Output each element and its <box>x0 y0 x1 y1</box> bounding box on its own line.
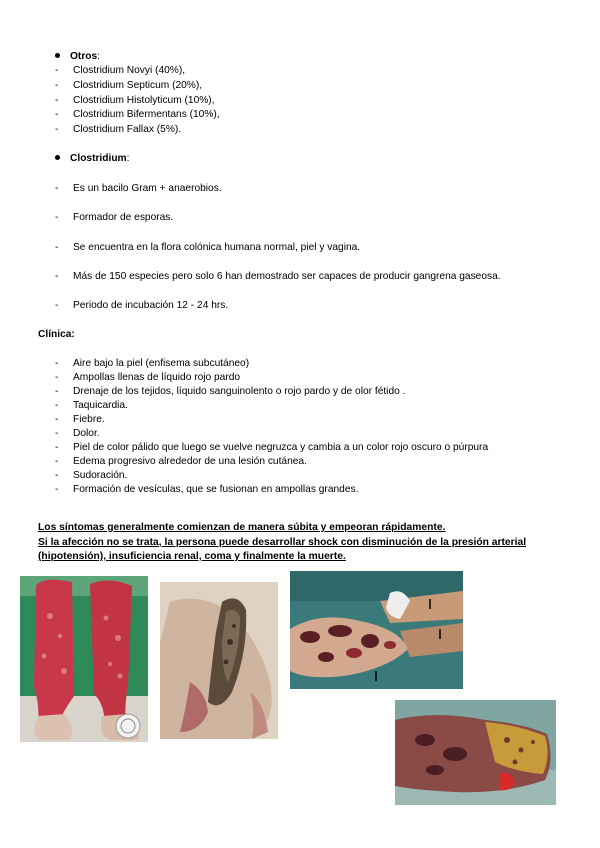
legs-photo <box>20 576 148 742</box>
list-item: - Formación de vesículas, que se fusionan en ampollas grandes. <box>55 483 488 497</box>
bullet-dot-icon <box>55 155 60 160</box>
otros-list <box>55 64 220 138</box>
clostridium-heading: Clostridium: <box>55 153 129 164</box>
warning-text <box>38 521 568 565</box>
list-item: - Fiebre. <box>55 413 488 427</box>
warning-line-1: Los síntomas generalmente comienzan de manera súbita y empeoran rápidamente. <box>38 522 446 533</box>
list-item: - Sudoración. <box>55 469 488 483</box>
list-item: - Formador de esporas. <box>55 211 173 226</box>
list-item: - Se encuentra en la flora colónica humana normal, piel y vagina. <box>55 241 360 256</box>
list-item: - Dolor. <box>55 427 488 441</box>
clinica-heading: Clínica: <box>38 329 75 340</box>
foot-photo <box>395 700 556 805</box>
list-item: - Es un bacilo Gram + anaerobios. <box>55 182 222 197</box>
list-item: - Drenaje de los tejidos, líquido sanguinolento o rojo pardo y de olor fétido . <box>55 385 488 399</box>
list-item: - Ampollas llenas de líquido rojo pardo <box>55 371 488 385</box>
warning-line-2: Si la afección no se trata, la persona puede desarrollar shock con disminución de la presión arterial (hipotensión), insuficiencia renal, coma y finalmente la muerte. <box>38 536 527 562</box>
list-item: - Clostridium Fallax (5%). <box>55 123 220 138</box>
limbs-photo <box>290 571 463 689</box>
list-item: - Piel de color pálido que luego se vuelve negruzca y cambia a un color rojo oscuro o púrpura <box>55 441 488 455</box>
list-item: - Clostridium Novyi (40%), <box>55 64 220 79</box>
list-item: - Edema progresivo alrededor de una lesión cutánea. <box>55 455 488 469</box>
list-item: - Aire bajo la piel (enfisema subcutáneo) <box>55 357 488 371</box>
list-item: - Taquicardia. <box>55 399 488 413</box>
list-item: - Clostridium Septicum (20%), <box>55 79 220 94</box>
otros-heading: Otros: <box>55 51 100 62</box>
bullet-dot-icon <box>55 53 60 58</box>
list-item: - Clostridium Histolyticum (10%), <box>55 94 220 109</box>
clinica-list <box>55 357 488 497</box>
list-item: - Más de 150 especies pero solo 6 han demostrado ser capaces de producir gangrena gaseosa. <box>55 270 501 285</box>
list-item: - Clostridium Bifermentans (10%), <box>55 108 220 123</box>
list-item: - Periodo de incubación 12 - 24 hrs. <box>55 299 228 314</box>
wound-photo <box>160 582 278 739</box>
